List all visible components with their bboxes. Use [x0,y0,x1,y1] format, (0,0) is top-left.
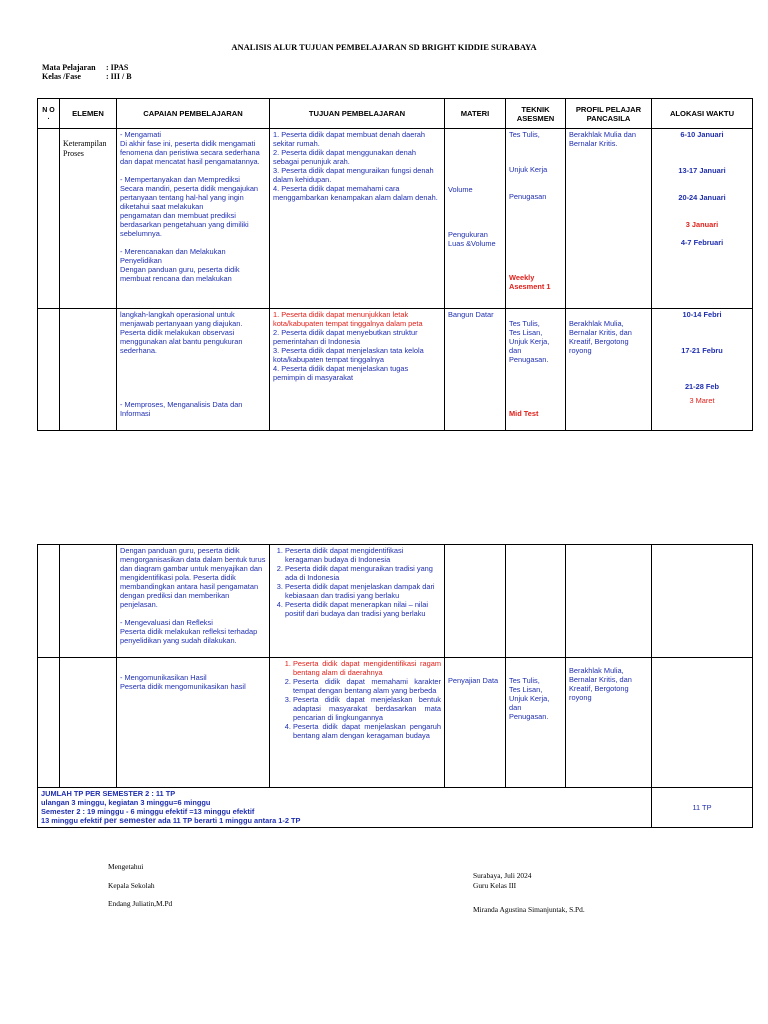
table-row [38,545,753,658]
tujuan-item: 1. Peserta didik dapat membuat denah daerah sekitar rumah. [273,130,426,148]
cell-profil: Berakhlak Mulia, Bernalar Kritis, dan Kreatif, Bergotong royong [566,658,652,788]
alokasi-text: 3 Januari [685,220,719,229]
summary-row [38,788,753,828]
teknik-text: Tes Lisan, [509,685,543,694]
alokasi-text: 6-10 Januari [680,130,724,139]
tujuan-item: 3. Peserta didik dapat menjelaskan dampak dari kebiasaan dan tradisi yang berlaku [285,582,441,600]
tujuan-item: 3. Peserta didik dapat menjelaskan tata kelola kota/kabupaten tempat tinggalnya [273,346,424,364]
table-row [38,309,753,431]
cell-alokasi [652,658,753,788]
subject-line [42,63,128,72]
cell-alokasi [652,309,753,431]
place-date: Surabaya, Juli 2024 [473,871,532,880]
capaian-text: - Mengamati [120,130,162,139]
tujuan-item: 1. Peserta didik dapat mengidentifikasi ragam bentang alam di daerahnya [293,659,441,677]
teknik-text: dan [509,703,522,712]
alokasi-text: 3 Maret [689,396,715,405]
cell-capaian [117,545,270,658]
cell-materi [445,129,506,309]
teknik-text: Penugasan. [509,712,549,721]
teknik-text: Tes Tulis, [509,319,540,328]
teknik-text: Unjuk Kerja [509,165,548,174]
capaian-text: - Mengomunikasikan Hasil [120,673,207,682]
col-header-materi: MATERI [445,99,506,129]
teknik-text: Unjuk Kerja, [509,694,550,703]
tujuan-item: 1. Peserta didik dapat menunjukkan letak kota/kabupaten tempat tinggalnya dalam peta [273,310,423,328]
capaian-text: Peserta didik melakukan refleksi terhadap penyelidikan yang sudah dilakukan. [120,627,258,645]
alokasi-text: 10-14 Febri [682,310,722,319]
cell-capaian [117,129,270,309]
tujuan-list [273,659,441,740]
class-line [42,72,132,81]
cell-no [38,129,60,309]
cell-alokasi [652,545,753,658]
cell-materi: Bangun Datar [445,309,506,431]
alokasi-text: 20-24 Januari [678,193,726,202]
tujuan-item: 2. Peserta didik dapat menguraikan tradisi yang ada di Indonesia [285,564,441,582]
cell-profil [566,545,652,658]
tujuan-list [273,546,441,618]
subject-value: : IPAS [106,63,129,72]
teknik-text: Unjuk Kerja, [509,337,550,346]
cell-teknik [506,545,566,658]
tujuan-item: 2. Peserta didik dapat menyebutkan struktur pemerintahan di Indonesia [273,328,418,346]
capaian-text: Peserta didik mengomunikasikan hasil [120,682,246,691]
principal-title: Kepala Sekolah [108,881,155,890]
col-header-no: N O . [38,99,60,129]
materi-text: Volume [448,185,473,194]
col-header-capaian: CAPAIAN PEMBELAJARAN [117,99,270,129]
principal-name: Endang Juliatin,M.Pd [108,899,173,908]
capaian-text: - Mempertanyakan dan Memprediksi [120,175,240,184]
atp-table-page-1 [37,98,753,431]
tujuan-item: 3. Peserta didik dapat menjelaskan bentuk adaptasi masyarakat berdasarkan mata pencarian di lingkungannya [293,695,441,722]
cell-elemen [60,658,117,788]
teacher-title: Guru Kelas III [473,881,517,890]
col-header-alokasi: ALOKASI WAKTU [652,99,753,129]
cell-tujuan [270,545,445,658]
tujuan-item: 2. Peserta didik dapat menggunakan denah sebagai penunjuk arah. [273,148,416,166]
acknowledge-label: Mengetahui [108,862,144,871]
cell-tujuan [270,309,445,431]
cell-elemen: Keterampilan Proses [60,129,117,309]
col-header-elemen: ELEMEN [60,99,117,129]
summary-line [41,816,648,825]
teknik-text: Penugasan [509,192,547,201]
capaian-text: langkah-langkah operasional untuk menjawab pertanyaan yang diajukan. Peserta didik melakukan observasi menggunakan alat bantu pengukuran sederhana. [120,310,243,355]
summary-text-emphasis: per semester [103,815,156,825]
capaian-text: pengamatan dan membuat prediksi berdasarkan pengetahuan yang dimiliki sebelumnya. [120,211,249,238]
tujuan-item: 4. Peserta didik dapat menerapkan nilai – nilai positif dari budaya dan tradisi yang berlaku [285,600,441,618]
cell-no [38,658,60,788]
teacher-name: Miranda Agustina Simanjuntak, S.Pd. [473,905,585,914]
teknik-text: Tes Lisan, [509,328,543,337]
teknik-text: dan [509,346,522,355]
capaian-text: - Memproses, Menganalisis Data dan Informasi [120,400,243,418]
capaian-text: Dengan panduan guru, peserta didik mengorganisasikan data dalam bentuk turus dan diagram gambar untuk menyajikan dan mengidentifikasi pola. Peserta didik membandingkan antara hasil pengamatan dengan prediksi dan memberikan penjelasan. [120,546,266,609]
col-header-teknik: TEKNIK ASESMEN [506,99,566,129]
teknik-midtest: Mid Test [509,409,539,418]
materi-text: Pengukuran Luas &Volume [448,230,496,248]
document-title: ANALISIS ALUR TUJUAN PEMBELAJARAN SD BRIGHT KIDDIE SURABAYA [231,42,537,52]
alokasi-text: 4-7 Februari [680,238,724,247]
cell-profil: Berakhlak Mulia, Bernalar Kritis, dan Kreatif, Bergotong royong [566,309,652,431]
tujuan-item: 4. Peserta didik dapat menjelaskan pengaruh bentang alam dengan keragaman budaya [293,722,441,740]
table-row [38,129,753,309]
atp-table-page-2 [37,544,753,828]
summary-text: ada 11 TP berarti 1 minggu antara 1-2 TP [156,816,301,825]
table-row [38,658,753,788]
cell-alokasi [652,129,753,309]
capaian-text: Secara mandiri, peserta didik mengajukan pertanyaan tentang hal-hal yang ingin diketahui saat melakukan [120,184,259,211]
cell-elemen [60,309,117,431]
tujuan-item: 4. Peserta didik dapat memahami cara menggambarkan kenampakan alam dalam denah. [273,184,438,202]
summary-line: ulangan 3 minggu, kegiatan 3 minggu=6 minggu [41,798,211,807]
table-header-row [38,99,753,129]
tujuan-item: 2. Peserta didik dapat memahami karakter tempat dengan bentang alam yang berbeda [293,677,441,695]
capaian-text: Di akhir fase ini, peserta didik mengamati fenomena dan peristiwa secara sederhana dan dapat mencatat hasil pengamatannya. [120,139,260,166]
capaian-text: - Mengevaluasi dan Refleksi [120,618,213,627]
cell-tujuan [270,658,445,788]
summary-line: Semester 2 : 19 minggu - 6 minggu efektif =13 minggu efektif [41,807,255,816]
col-header-profil: PROFIL PELAJAR PANCASILA [566,99,652,129]
alokasi-text: 21-28 Feb [684,382,720,391]
teknik-text: Tes Tulis, [509,676,540,685]
summary-text: 13 minggu efektif [41,816,104,825]
summary-total: 11 TP [652,788,753,828]
cell-tujuan [270,129,445,309]
tujuan-item: 4. Peserta didik dapat menjelaskan tugas pemimpin di masyarakat [273,364,409,382]
tujuan-item: 3. Peserta didik dapat menguraikan fungsi denah dalam kehidupan. [273,166,434,184]
cell-teknik [506,309,566,431]
cell-no [38,309,60,431]
subject-label: Mata Pelajaran [42,63,96,72]
cell-elemen [60,545,117,658]
cell-materi [445,545,506,658]
teknik-weekly: Weekly Asesment 1 [509,273,551,291]
cell-no [38,545,60,658]
tujuan-item: 1. Peserta didik dapat mengidentifikasi keragaman budaya di Indonesia [285,546,441,564]
alokasi-text: 13-17 Januari [678,166,726,175]
cell-capaian [117,658,270,788]
cell-teknik [506,658,566,788]
cell-materi: Penyajian Data [445,658,506,788]
teknik-text: Tes Tulis, [509,130,540,139]
class-value: : III / B [106,72,132,81]
class-label: Kelas /Fase [42,72,81,81]
cell-capaian [117,309,270,431]
alokasi-text: 17-21 Febru [681,346,723,355]
cell-teknik [506,129,566,309]
teknik-text: Penugasan. [509,355,549,364]
cell-profil: Berakhlak Mulia dan Bernalar Kritis. [566,129,652,309]
summary-cell [38,788,652,828]
capaian-text: Dengan panduan guru, peserta didik membuat rencana dan melakukan [120,265,240,283]
capaian-text: - Merencanakan dan Melakukan Penyelidikan [120,247,226,265]
summary-line: JUMLAH TP PER SEMESTER 2 : 11 TP [41,789,176,798]
col-header-tujuan: TUJUAN PEMBELAJARAN [270,99,445,129]
